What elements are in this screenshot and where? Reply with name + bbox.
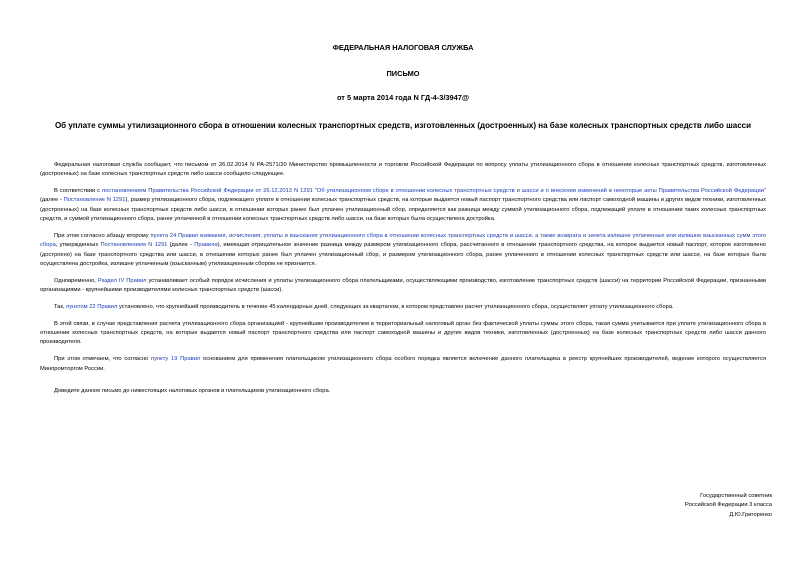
paragraph-4-text: устанавливает особый порядок исчисления и уплаты утилизационного сбора плательщиками, осуществляющими производство, изготовление транспортных средств (шасси) на территории Российской Федерации, признанными организациями - крупнейшими производителями колесных транспортных средств (шасси). (40, 277, 766, 294)
paragraph-7-text: основанием для применения плательщиком утилизационного сбора особого порядка является включение данного плательщика в реестр крупнейших производителей, ведение которого осуществляется Минпромторгом России. (40, 356, 766, 372)
paragraph-2-text: ), размер утилизационного сбора, подлежащего уплате в отношении колесных транспортных средств, на которые выдается новый паспорт транспортного средства или паспорт самоходной машины и других видов техники, изготовленных (достроенных) на базе колесных транспортных средств либо шасси, в отношении которых ранее был уплачен утилизационный сбор, определяется как разница между суммой утилизационного сбора, подлежащей уплате в отношении таких колесных транспортных средств, и суммой утилизационного сбора, ранее уплаченной в отношении колесных транспортных средств либо шасси, на базе которых была осуществлена достройка. (40, 197, 766, 223)
paragraph-7 (40, 355, 766, 374)
paragraph-6: В этой связи, в случае представления расчета утилизационного сбора организацией - крупнейшим производителем в территориальный налоговый орган без фактической уплаты суммы этого сбора, такая сумма учитывается при уплате утилизационного сбора в отношении колесных транспортных средств, на которые выдается новый паспорт транспортного средства или паспорт самоходной машины и других видов техники, изготовленных (достроенных) на базе колесных транспортных средств либо шасси данного производителя. (40, 320, 766, 346)
document-date-number: от 5 марта 2014 года N ГД-4-3/3947@ (336, 93, 470, 102)
rules-item-22-link[interactable]: пунктом 22 Правил (66, 303, 118, 310)
paragraph-5-text: установлено, что крупнейший производитель в течение 45 календарных дней, следующих за кварталом, в котором представлен расчет утилизационного сбора, осуществляет уплату утилизационного сбора. (117, 303, 674, 310)
resolution-1291-link[interactable]: постановлением Правительства Российской Федерации от 26.12.2013 N 1291 "Об утилизационном сборе в отношении колесных транспортных средств и шасси и о внесении изменений в некоторые акты Правительства Российской Федерации" (102, 188, 766, 195)
signer-title: Государственный советник (700, 493, 772, 499)
document-body (40, 161, 766, 404)
paragraph-3-text: , утвержденных (55, 242, 101, 249)
rules-section-4-link[interactable]: Раздел IV Правил (97, 277, 147, 284)
signer-name: Д.Ю.Григоренко (729, 511, 772, 518)
paragraph-2-text: (далее - (40, 197, 64, 204)
paragraph-2 (40, 187, 766, 224)
resolution-1291-short-link[interactable]: Постановление N 1291 (63, 197, 126, 204)
resolution-1291-short-link[interactable]: Постановлением N 1291 (100, 242, 168, 249)
rules-link[interactable]: Правила (194, 242, 218, 249)
document-type: ПИСЬМО (386, 69, 420, 78)
paragraph-3-text: ), имеющая отрицательное значение разница между размером утилизационного сбора, рассчитанного в отношении транспортного средства, на которое выдается новый паспорт, которое изготовлено (достроено) на базе транспортного средства или шасси, в отношении которых ранее был уплачен утилизационный сбор, и размером утилизационного сбора, ранее уплаченного в отношении колесных транспортных средств или шасси, на базе которых была осуществлена достройка, излишне уплаченным (взысканным) утилизационным сбором не признается. (40, 242, 767, 267)
paragraph-3-text: (далее - (167, 242, 195, 249)
paragraph-5-text: Так, (54, 303, 67, 310)
paragraph-7-text: При этом отмечаем, что согласно (54, 356, 151, 363)
paragraph-2-text: В соответствии с (54, 188, 102, 195)
paragraph-4-text: Одновременно, (54, 277, 98, 284)
signer-rank: Российской Федерации 3 класса (685, 502, 772, 509)
paragraph-3 (40, 232, 766, 269)
paragraph-4 (40, 277, 766, 296)
paragraph-8: Доведите данное письмо до нижестоящих налоговых органов и плательщиков утилизационного сбора. (54, 387, 331, 394)
document-title: Об уплате суммы утилизационного сбора в отношении колесных транспортных средств, изготовленных (достроенных) на базе колесных транспортных средств либо шасси (54, 121, 752, 130)
rules-item-24-link[interactable]: пункта 24 Правил взимания, исчисления, уплаты и взыскания утилизационного сбора в отношении колесных транспортных средств и шасси, а также возврата и зачета излишне уплаченных или излишне взысканных сумм этого сбора (40, 232, 766, 249)
agency-name: ФЕДЕРАЛЬНАЯ НАЛОГОВАЯ СЛУЖБА (332, 43, 474, 52)
paragraph-3-text: При этом согласно абзацу второму (54, 232, 151, 239)
signature-block (676, 492, 772, 520)
paragraph-1: Федеральная налоговая служба сообщает, что письмом от 26.02.2014 N РА-2571/20 Министерство промышленности и торговли Российской Федерации по вопросу уплаты утилизационного сбора в отношении колесных транспортных средств, изготовленных (достроенных) на базе колесных транспортных средств либо шасси сообщило следующее. (40, 162, 766, 178)
paragraph-5 (40, 303, 766, 312)
rules-item-19-link[interactable]: пункту 19 Правил (150, 356, 201, 363)
